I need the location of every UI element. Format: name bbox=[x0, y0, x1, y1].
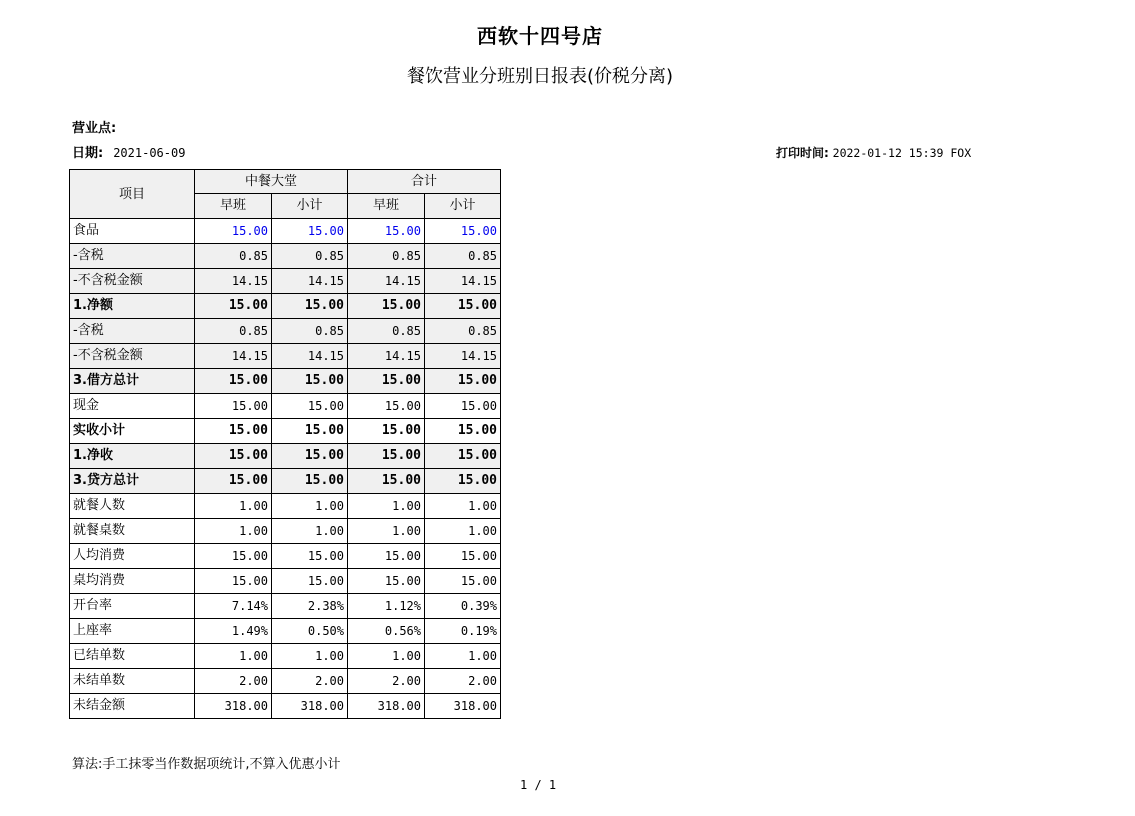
row-value: 15.00 bbox=[348, 419, 425, 444]
row-label: 实收小计 bbox=[70, 419, 195, 444]
header-morning-shift: 早班 bbox=[195, 194, 272, 219]
table-row bbox=[70, 669, 501, 694]
row-value: 15.00 bbox=[348, 369, 425, 394]
row-value: 15.00 bbox=[272, 394, 348, 419]
row-value: 0.85 bbox=[195, 244, 272, 269]
row-value: 1.00 bbox=[425, 494, 501, 519]
row-label: -不含税金额 bbox=[70, 269, 195, 294]
table-row bbox=[70, 519, 501, 544]
row-value: 15.00 bbox=[272, 219, 348, 244]
row-value: 0.39% bbox=[425, 594, 501, 619]
row-label: 开台率 bbox=[70, 594, 195, 619]
row-value: 2.00 bbox=[425, 669, 501, 694]
row-value: 0.85 bbox=[348, 244, 425, 269]
table-row bbox=[70, 219, 501, 244]
row-label: 就餐人数 bbox=[70, 494, 195, 519]
row-value: 0.50% bbox=[272, 619, 348, 644]
row-label: 1.净收 bbox=[70, 444, 195, 469]
row-value: 2.38% bbox=[272, 594, 348, 619]
row-value: 15.00 bbox=[272, 294, 348, 319]
print-time-label: 打印时间: bbox=[776, 146, 829, 160]
row-value: 15.00 bbox=[425, 469, 501, 494]
row-value: 0.85 bbox=[425, 244, 501, 269]
row-value: 15.00 bbox=[348, 444, 425, 469]
store-name: 西软十四号店 bbox=[477, 24, 603, 48]
row-value: 1.00 bbox=[272, 644, 348, 669]
row-value: 2.00 bbox=[195, 669, 272, 694]
header-morning-shift: 早班 bbox=[348, 194, 425, 219]
table-row bbox=[70, 394, 501, 419]
date-value: 2021-06-09 bbox=[113, 146, 186, 160]
outlet-line bbox=[72, 117, 126, 136]
row-value: 1.00 bbox=[425, 519, 501, 544]
row-value: 15.00 bbox=[425, 294, 501, 319]
row-label: 食品 bbox=[70, 219, 195, 244]
row-value: 318.00 bbox=[425, 694, 501, 719]
table-row bbox=[70, 344, 501, 369]
row-value: 15.00 bbox=[272, 469, 348, 494]
row-value: 15.00 bbox=[195, 369, 272, 394]
table-row bbox=[70, 619, 501, 644]
table-row bbox=[70, 244, 501, 269]
row-value: 15.00 bbox=[195, 544, 272, 569]
table-row bbox=[70, 569, 501, 594]
table-row bbox=[70, 544, 501, 569]
row-label: 未结金额 bbox=[70, 694, 195, 719]
row-value: 318.00 bbox=[272, 694, 348, 719]
page-number: 1 / 1 bbox=[520, 778, 557, 792]
row-value: 15.00 bbox=[272, 419, 348, 444]
row-value: 0.85 bbox=[425, 319, 501, 344]
date-line bbox=[72, 142, 185, 161]
row-value: 15.00 bbox=[348, 544, 425, 569]
header-group-dining-hall: 中餐大堂 bbox=[195, 170, 348, 194]
row-value: 0.85 bbox=[348, 319, 425, 344]
row-value: 1.00 bbox=[348, 519, 425, 544]
row-value: 14.15 bbox=[195, 344, 272, 369]
row-value: 15.00 bbox=[272, 369, 348, 394]
row-value: 15.00 bbox=[195, 419, 272, 444]
row-label: 未结单数 bbox=[70, 669, 195, 694]
row-label: -含税 bbox=[70, 319, 195, 344]
row-label: 3.借方总计 bbox=[70, 369, 195, 394]
row-value: 15.00 bbox=[348, 219, 425, 244]
row-value: 1.00 bbox=[272, 494, 348, 519]
row-value: 15.00 bbox=[425, 219, 501, 244]
row-value: 15.00 bbox=[272, 544, 348, 569]
row-value: 15.00 bbox=[425, 569, 501, 594]
table-row bbox=[70, 369, 501, 394]
row-label: 1.净额 bbox=[70, 294, 195, 319]
table-row bbox=[70, 444, 501, 469]
row-label: 桌均消费 bbox=[70, 569, 195, 594]
print-time-line bbox=[776, 144, 971, 161]
date-label: 日期: bbox=[72, 146, 104, 161]
table-row bbox=[70, 294, 501, 319]
footnote: 算法:手工抹零当作数据项统计,不算入优惠小计 bbox=[72, 757, 341, 772]
table-row bbox=[70, 269, 501, 294]
row-label: -不含税金额 bbox=[70, 344, 195, 369]
header-item: 项目 bbox=[70, 170, 195, 219]
row-value: 15.00 bbox=[425, 544, 501, 569]
row-value: 1.00 bbox=[425, 644, 501, 669]
table-row bbox=[70, 494, 501, 519]
row-value: 15.00 bbox=[348, 569, 425, 594]
row-value: 15.00 bbox=[195, 469, 272, 494]
row-label: 3.贷方总计 bbox=[70, 469, 195, 494]
header-subtotal: 小计 bbox=[425, 194, 501, 219]
row-value: 14.15 bbox=[348, 269, 425, 294]
table-row bbox=[70, 594, 501, 619]
row-value: 14.15 bbox=[195, 269, 272, 294]
row-value: 15.00 bbox=[272, 569, 348, 594]
row-value: 7.14% bbox=[195, 594, 272, 619]
row-value: 0.85 bbox=[195, 319, 272, 344]
row-value: 14.15 bbox=[348, 344, 425, 369]
header-subtotal: 小计 bbox=[272, 194, 348, 219]
row-value: 15.00 bbox=[195, 219, 272, 244]
row-label: 人均消费 bbox=[70, 544, 195, 569]
row-value: 15.00 bbox=[425, 369, 501, 394]
row-value: 15.00 bbox=[195, 294, 272, 319]
row-value: 1.00 bbox=[195, 494, 272, 519]
row-value: 1.00 bbox=[195, 644, 272, 669]
row-value: 14.15 bbox=[272, 269, 348, 294]
row-value: 15.00 bbox=[195, 569, 272, 594]
row-value: 318.00 bbox=[195, 694, 272, 719]
print-time-value: 2022-01-12 15:39 FOX bbox=[832, 146, 972, 160]
row-value: 0.85 bbox=[272, 244, 348, 269]
row-value: 0.19% bbox=[425, 619, 501, 644]
row-value: 1.12% bbox=[348, 594, 425, 619]
row-value: 15.00 bbox=[195, 444, 272, 469]
report-body bbox=[70, 219, 501, 719]
row-value: 14.15 bbox=[425, 269, 501, 294]
row-label: 已结单数 bbox=[70, 644, 195, 669]
table-row bbox=[70, 319, 501, 344]
table-row bbox=[70, 419, 501, 444]
row-label: 就餐桌数 bbox=[70, 519, 195, 544]
row-label: 上座率 bbox=[70, 619, 195, 644]
table-row bbox=[70, 644, 501, 669]
report-title: 餐饮营业分班别日报表(价税分离) bbox=[406, 66, 674, 87]
row-value: 15.00 bbox=[348, 294, 425, 319]
row-value: 1.00 bbox=[195, 519, 272, 544]
row-value: 318.00 bbox=[348, 694, 425, 719]
table-row bbox=[70, 694, 501, 719]
row-value: 15.00 bbox=[425, 444, 501, 469]
header-group-total: 合计 bbox=[348, 170, 501, 194]
row-value: 15.00 bbox=[195, 394, 272, 419]
row-value: 2.00 bbox=[348, 669, 425, 694]
row-label: 现金 bbox=[70, 394, 195, 419]
row-value: 15.00 bbox=[272, 444, 348, 469]
row-value: 14.15 bbox=[272, 344, 348, 369]
table-row bbox=[70, 469, 501, 494]
row-value: 0.85 bbox=[272, 319, 348, 344]
row-value: 15.00 bbox=[425, 419, 501, 444]
row-value: 0.56% bbox=[348, 619, 425, 644]
row-value: 15.00 bbox=[425, 394, 501, 419]
report-table bbox=[69, 169, 501, 719]
outlet-label: 营业点: bbox=[72, 121, 117, 136]
row-value: 1.00 bbox=[272, 519, 348, 544]
row-label: -含税 bbox=[70, 244, 195, 269]
row-value: 1.00 bbox=[348, 494, 425, 519]
row-value: 1.00 bbox=[348, 644, 425, 669]
row-value: 2.00 bbox=[272, 669, 348, 694]
row-value: 15.00 bbox=[348, 394, 425, 419]
row-value: 15.00 bbox=[348, 469, 425, 494]
row-value: 14.15 bbox=[425, 344, 501, 369]
row-value: 1.49% bbox=[195, 619, 272, 644]
